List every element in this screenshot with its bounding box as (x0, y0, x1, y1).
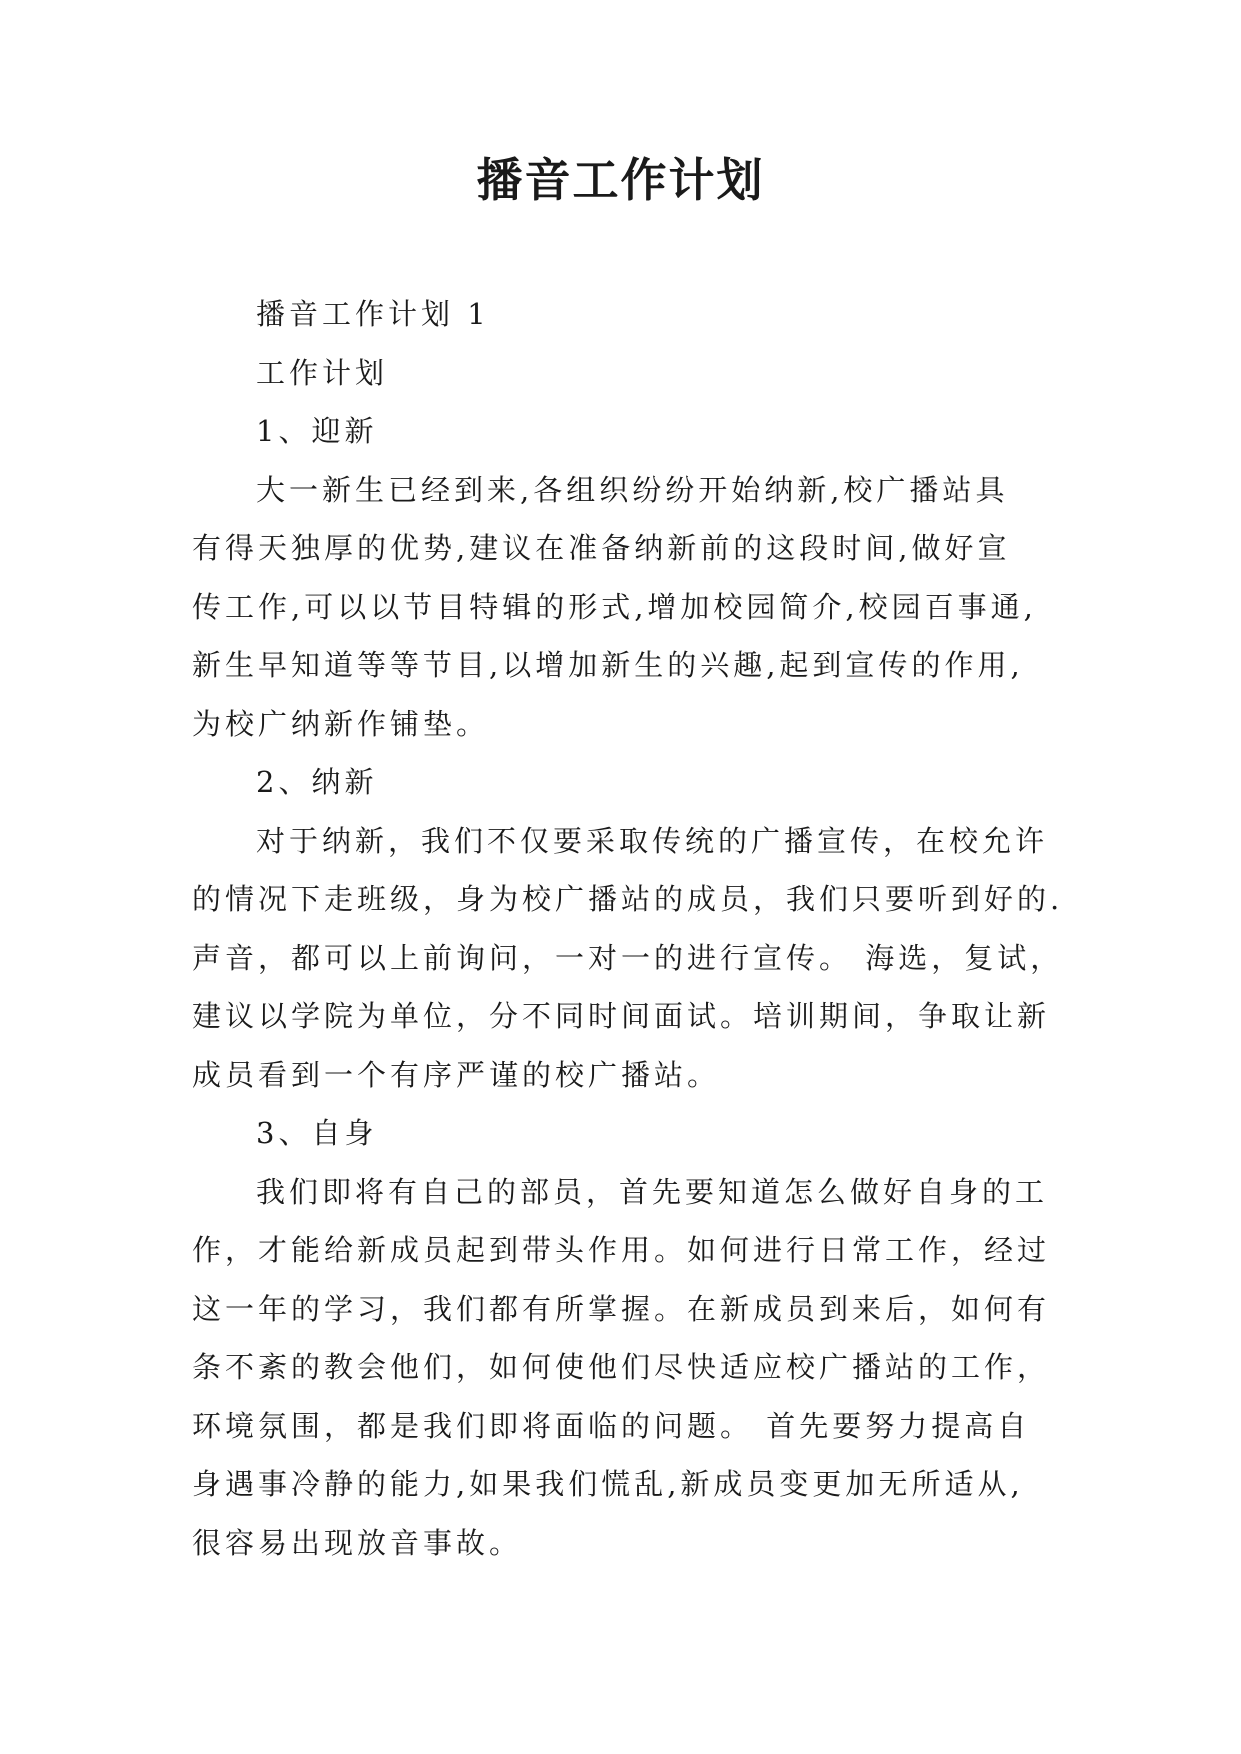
item-heading-recruit: 2、纳新 (256, 765, 378, 799)
document-body (192, 285, 1064, 1572)
paragraph-line: 有得天独厚的优势,建议在准备纳新前的这段时间,做好宣 (192, 531, 1011, 565)
paragraph-line: 环境氛围，都是我们即将面临的问题。 首先要努力提高自 (192, 1408, 1031, 1443)
paragraph-line: 为校广纳新作铺垫。 (192, 706, 490, 741)
paragraph-line: 的情况下走班级，身为校广播站的成员，我们只要听到好的. (192, 882, 1064, 916)
section-heading: 播音工作计划 1 (256, 297, 490, 331)
paragraph-line: 条不紊的教会他们，如何使他们尽快适应校广播站的工作， (192, 1350, 1051, 1384)
paragraph-line: 很容易出现放音事故。 (192, 1525, 523, 1560)
paragraph-line: 传工作,可以以节目特辑的形式,增加校园简介,校园百事通, (192, 589, 1037, 624)
paragraph-line: 声音，都可以上前询问，一对一的进行宣传。 海选，复试， (192, 940, 1064, 975)
paragraph-line: 作，才能给新成员起到带头作用。如何进行日常工作，经过 (192, 1233, 1051, 1267)
subsection-heading: 工作计划 (256, 355, 389, 390)
item-heading-self: 3、自身 (256, 1116, 378, 1150)
paragraph-line: 建议以学院为单位，分不同时间面试。培训期间，争取让新 (192, 999, 1051, 1033)
paragraph-line: 对于纳新，我们不仅要采取传统的广播宣传，在校允许 (256, 823, 1049, 858)
paragraph-line: 这一年的学习，我们都有所掌握。在新成员到来后，如何有 (192, 1291, 1051, 1326)
document-title: 播音工作计划 (476, 153, 765, 207)
paragraph-line: 身遇事冷静的能力,如果我们慌乱,新成员变更加无所适从, (192, 1467, 1024, 1501)
paragraph-line: 大一新生已经到来,各组织纷纷开始纳新,校广播站具 (256, 472, 1009, 507)
item-heading-welcome: 1、迎新 (256, 414, 378, 448)
paragraph-line: 新生早知道等等节目,以增加新生的兴趣,起到宣传的作用, (192, 648, 1024, 682)
paragraph-line: 我们即将有自己的部员，首先要知道怎么做好自身的工 (256, 1174, 1049, 1209)
paragraph-line: 成员看到一个有序严谨的校广播站。 (192, 1057, 721, 1092)
